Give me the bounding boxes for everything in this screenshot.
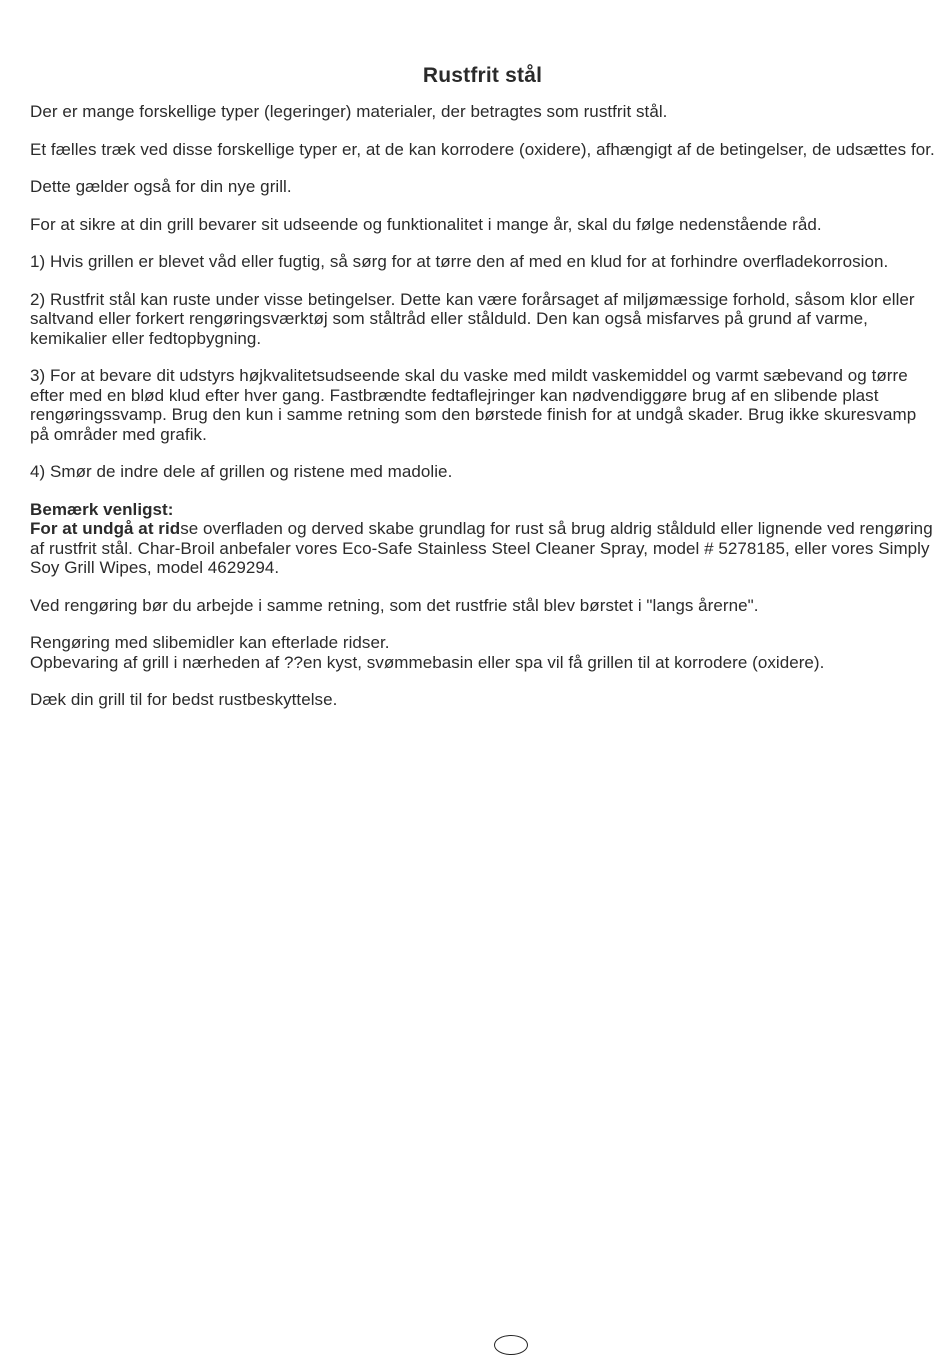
note-lead: For at undgå at rid xyxy=(30,519,181,538)
document-page xyxy=(30,64,935,728)
note-block xyxy=(30,500,935,578)
abrasive-warning: Rengøring med slibemidler kan efterlade ridser. xyxy=(30,633,390,652)
tip-1-paragraph: 1) Hvis grillen er blevet våd eller fugtig, så sørg for at tørre den af med en klud for at forhindre overfladekorrosion. xyxy=(30,252,889,271)
intro-paragraph: Der er mange forskellige typer (legeringer) materialer, der betragtes som rustfrit stål. xyxy=(30,102,668,121)
brushing-direction-paragraph: Ved rengøring bør du arbejde i samme retning, som det rustfrie stål blev børstet i "langs årerne". xyxy=(30,595,759,615)
page-number-oval xyxy=(494,1335,528,1355)
cover-grill-paragraph: Dæk din grill til for bedst rustbeskyttelse. xyxy=(30,690,338,709)
tip-3-paragraph: 3) For at bevare dit udstyrs højkvalitetsudseende skal du vaske med mildt vaskemiddel og varmt sæbevand og tørre efter med en blød klud efter hver gang. Fastbrændte fedtaflejringer kan nødvendiggøre brug af en slibende plast rengøringssvamp. Brug den kun i samme retning som den børstede finish for at undgå skader. Brug ikke skuresvamp på områder med grafik. xyxy=(30,366,917,444)
page-title: Rustfrit stål xyxy=(422,64,543,87)
grill-applies-paragraph: Dette gælder også for din nye grill. xyxy=(30,177,292,196)
corrosion-paragraph: Et fælles træk ved disse forskellige typer er, at de kan korrodere (oxidere), afhængigt af de betingelser, de udsættes for. xyxy=(30,139,935,159)
note-label: Bemærk venligst: xyxy=(30,499,174,519)
storage-warning: Opbevaring af grill i nærheden af ??en kyst, svømmebasin eller spa vil få grillen til at korrodere (oxidere). xyxy=(30,652,825,672)
tip-2-paragraph: 2) Rustfrit stål kan ruste under visse betingelser. Dette kan være forårsaget af miljømæssige forhold, såsom klor eller saltvand eller forkert rengøringsværktøj som ståltråd eller stålduld. Den kan også misfarves på grund af varme, kemikalier eller fedtopbygning. xyxy=(30,289,915,348)
tip-4-paragraph: 4) Smør de indre dele af grillen og ristene med madolie. xyxy=(30,462,453,481)
advice-intro-paragraph: For at sikre at din grill bevarer sit udseende og funktionalitet i mange år, skal du følge nedenstående råd. xyxy=(30,214,822,234)
note-text: se overfladen og derved skabe grundlag for rust så brug aldrig stålduld eller lignende ved rengøring af rustfrit stål. Char-Broil anbefaler vores Eco-Safe Stainless Steel Cleaner Spray, model # 5278185, eller vores Simply Soy Grill Wipes, model 4629294. xyxy=(30,519,933,577)
warnings-block xyxy=(30,633,935,672)
